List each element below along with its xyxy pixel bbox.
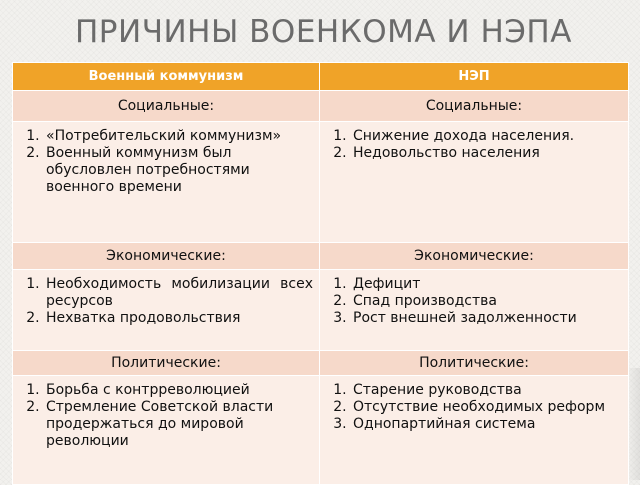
list-item: 2. Военный коммунизм был обусловлен потребностями военного времени — [44, 145, 313, 196]
column-header-war-communism: Военный коммунизм — [13, 63, 320, 91]
list-item: 1. «Потребительский коммунизм» — [44, 128, 313, 145]
list-item: 2. Стремление Советской власти продержаться до мировой революции — [44, 399, 313, 450]
list-item: 1. Старение руководства — [351, 382, 622, 399]
social-causes-war-communism — [13, 122, 320, 243]
section-label-social-left: Социальные: — [13, 91, 320, 122]
section-label-political-left: Политические: — [13, 351, 320, 376]
list-item: 2. Нехватка продовольствия — [44, 310, 313, 327]
list-item: 2. Недовольство населения — [351, 145, 622, 162]
section-label-social-right: Социальные: — [320, 91, 629, 122]
political-causes-nep — [320, 376, 629, 485]
section-label-row-political — [13, 351, 629, 376]
list-item: 3. Однопартийная система — [351, 416, 622, 433]
political-causes-war-communism — [13, 376, 320, 485]
section-label-political-right: Политические: — [320, 351, 629, 376]
causes-table — [12, 62, 629, 485]
numbered-list — [320, 382, 622, 433]
economic-causes-nep — [320, 270, 629, 351]
section-label-economic-right: Экономические: — [320, 243, 629, 270]
list-item: 2. Спад производства — [351, 293, 622, 310]
list-item: 2. Отсутствие необходимых реформ — [351, 399, 622, 416]
section-label-row-social — [13, 91, 629, 122]
table-header-row — [13, 63, 629, 91]
slide-title: ПРИЧИНЫ ВОЕНКОМА И НЭПА — [75, 14, 572, 50]
social-causes-nep — [320, 122, 629, 243]
section-label-economic-left: Экономические: — [13, 243, 320, 270]
list-item: 1. Снижение дохода населения. — [351, 128, 622, 145]
list-item: 3. Рост внешней задолженности — [351, 310, 622, 327]
numbered-list — [13, 128, 313, 196]
table-row-economic — [13, 270, 629, 351]
table-row-political — [13, 376, 629, 485]
column-header-nep: НЭП — [320, 63, 629, 91]
numbered-list — [320, 128, 622, 162]
numbered-list — [13, 382, 313, 450]
list-item: 1. Борьба с контрреволюцией — [44, 382, 313, 399]
numbered-list — [13, 276, 313, 327]
section-label-row-economic — [13, 243, 629, 270]
list-item: 1. Необходимость мобилизации всех ресурсов — [44, 276, 313, 310]
list-item: 1. Дефицит — [351, 276, 622, 293]
economic-causes-war-communism — [13, 270, 320, 351]
table-row-social — [13, 122, 629, 243]
numbered-list — [320, 276, 622, 327]
